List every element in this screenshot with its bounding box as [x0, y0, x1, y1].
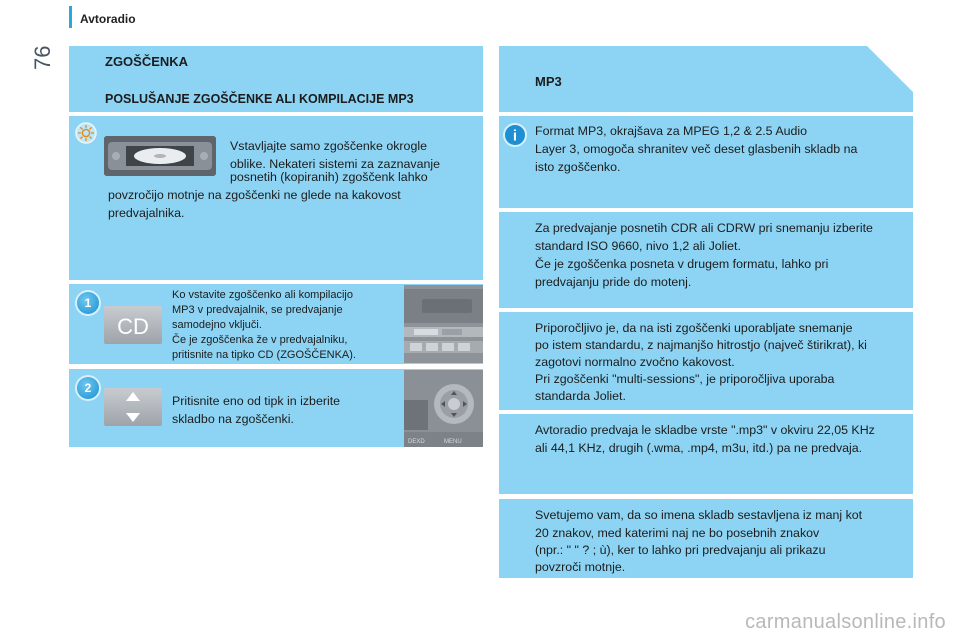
sun-icon — [75, 122, 97, 144]
step1-line-5: pritisnite na tipko CD (ZGOŠČENKA). — [172, 349, 356, 361]
cd-key-label: CD — [117, 314, 149, 339]
step1-line-3: samodejno vključi. — [172, 319, 262, 331]
panel-left-label: DEXD — [408, 439, 425, 445]
left-title: ZGOŠČENKA — [105, 54, 189, 69]
cd-slot-image — [104, 136, 216, 176]
page-number: 76 — [30, 45, 55, 70]
radio-panel-image-1 — [404, 285, 483, 363]
tip-text-line-2: oblike. Nekateri sistemi za zaznavanje — [230, 157, 441, 171]
svg-text:i: i — [512, 127, 518, 145]
tip-text-line-3: posnetih (kopiranih) zgoščenk lahko — [230, 170, 428, 184]
tip-text-line-1: Vstavljajte samo zgoščenke okrogle — [230, 139, 427, 153]
mp3-block1-line-1: Format MP3, okrajšava za MPEG 1,2 & 2.5 Audio — [535, 124, 808, 138]
step1-badge: 1 — [77, 292, 99, 314]
step2-line-2: skladbo na zgoščenki. — [172, 412, 294, 426]
mp3-block5-line-3: (npr.: " " ? ; ù), ker to lahko pri predvajanju ali prikazu — [535, 543, 826, 557]
mp3-block5-line-1: Svetujemo vam, da so imena skladb sestavljena iz manj kot — [535, 508, 863, 522]
mp3-block4-line-1: Avtoradio predvaja le skladbe vrste ".mp3" v okviru 22,05 KHz — [535, 423, 875, 437]
step1-line-4: Če je zgoščenka že v predvajalniku, — [172, 334, 348, 346]
mp3-block3-line-4: Pri zgoščenki "multi-sessions", je priporočljiva uporaba — [535, 372, 835, 386]
mp3-block2-line-2: standard ISO 9660, nivo 1,2 ali Joliet. — [535, 239, 741, 253]
mp3-block2-line-3: Če je zgoščenka posneta v drugem formatu, lahko pri — [535, 257, 829, 271]
tip-text-line-4: povzročijo motnje na zgoščenki ne glede na kakovost — [108, 188, 401, 202]
radio-panel-image-2 — [404, 370, 483, 447]
step1-line-1: Ko vstavite zgoščenko ali kompilacijo — [172, 289, 353, 301]
mp3-block2-line-4: predvajanju pride do motenj. — [535, 275, 692, 289]
mp3-block1-line-3: isto zgoščenko. — [535, 160, 621, 174]
tip-text-line-5: predvajalnika. — [108, 206, 185, 220]
section-title: Avtoradio — [80, 12, 136, 26]
step2-line-1: Pritisnite eno od tipk in izberite — [172, 394, 341, 408]
mp3-block5-line-4: povzroči motnje. — [535, 560, 626, 574]
arrow-keys-button — [104, 388, 162, 426]
up-down-arrows-icon — [104, 388, 162, 426]
step2-badge: 2 — [77, 377, 99, 399]
mp3-block5-line-2: 20 znakov, med katerimi naj ne bo posebnih znakov — [535, 526, 820, 540]
mp3-block3-line-2: po istem standardu, z najmanjšo hitrostjo (največ štirikrat), ki — [535, 338, 867, 352]
mp3-block3-line-5: standarda Joliet. — [535, 389, 626, 403]
mp3-block3-line-1: Priporočljivo je, da na isti zgoščenki uporabljate snemanje — [535, 321, 853, 335]
header-accent-bar — [69, 6, 72, 28]
mp3-block4-line-2: ali 44,1 KHz, drugih (.wma, .mp4, m3u, itd.) pa ne predvaja. — [535, 441, 863, 455]
mp3-block1-line-2: Layer 3, omogoča shranitev več deset glasbenih skladb na — [535, 142, 858, 156]
left-subtitle: POSLUŠANJE ZGOŠČENKE ALI KOMPILACIJE MP3 — [105, 92, 414, 106]
mp3-block2-line-1: Za predvajanje posnetih CDR ali CDRW pri snemanju izberite — [535, 221, 873, 235]
right-title: MP3 — [535, 74, 562, 89]
cd-key-button — [104, 306, 162, 344]
watermark: carmanualsonline.info — [745, 611, 946, 633]
mp3-block3-line-3: zagotovi normalno zvočno kakovost. — [535, 355, 735, 369]
panel-right-label: MENU — [444, 439, 462, 445]
step1-line-2: MP3 v predvajalnik, se predvajanje — [172, 304, 343, 316]
info-icon — [503, 123, 527, 147]
